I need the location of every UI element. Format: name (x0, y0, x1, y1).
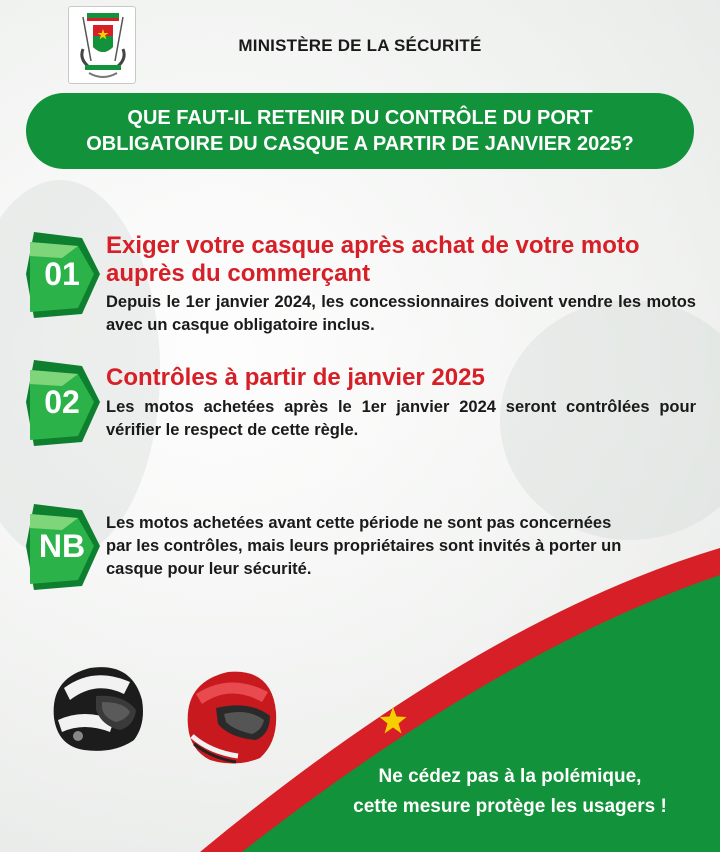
page-title: QUE FAUT-IL RETENIR DU CONTRÔLE DU PORT OBLIGATOIRE DU CASQUE A PARTIR DE JANVIER 2025? (86, 107, 634, 155)
item-text: Les motos achetées après le 1er janvier 2024 seront contrôlées pour vérifier le respect de cette règle. (106, 398, 696, 439)
slogan-line-1: Ne cédez pas à la polémique, (378, 766, 642, 787)
item-text: Les motos achetées avant cette période ne sont pas concernées par les contrôles, mais leurs propriétaires sont invités à porter un casque pour leur sécurité. (106, 514, 622, 578)
badge-number: 01 (44, 255, 80, 292)
black-white-helmet-icon (44, 660, 148, 756)
slogan (300, 762, 720, 822)
star-icon (378, 706, 408, 736)
red-helmet-icon (180, 664, 280, 768)
item-title: Exiger votre casque après achat de votre moto auprès du commerçant (106, 232, 640, 287)
item-text: Depuis le 1er janvier 2024, les concessionnaires doivent vendre les motos avec un casque obligatoire inclus. (106, 293, 696, 334)
slogan-line-2: cette mesure protège les usagers ! (353, 796, 667, 817)
badge-number: 02 (44, 383, 80, 420)
item-title: Contrôles à partir de janvier 2025 (106, 364, 485, 391)
ministry-name: MINISTÈRE DE LA SÉCURITÉ (238, 36, 482, 55)
badge-number: NB (38, 527, 86, 564)
